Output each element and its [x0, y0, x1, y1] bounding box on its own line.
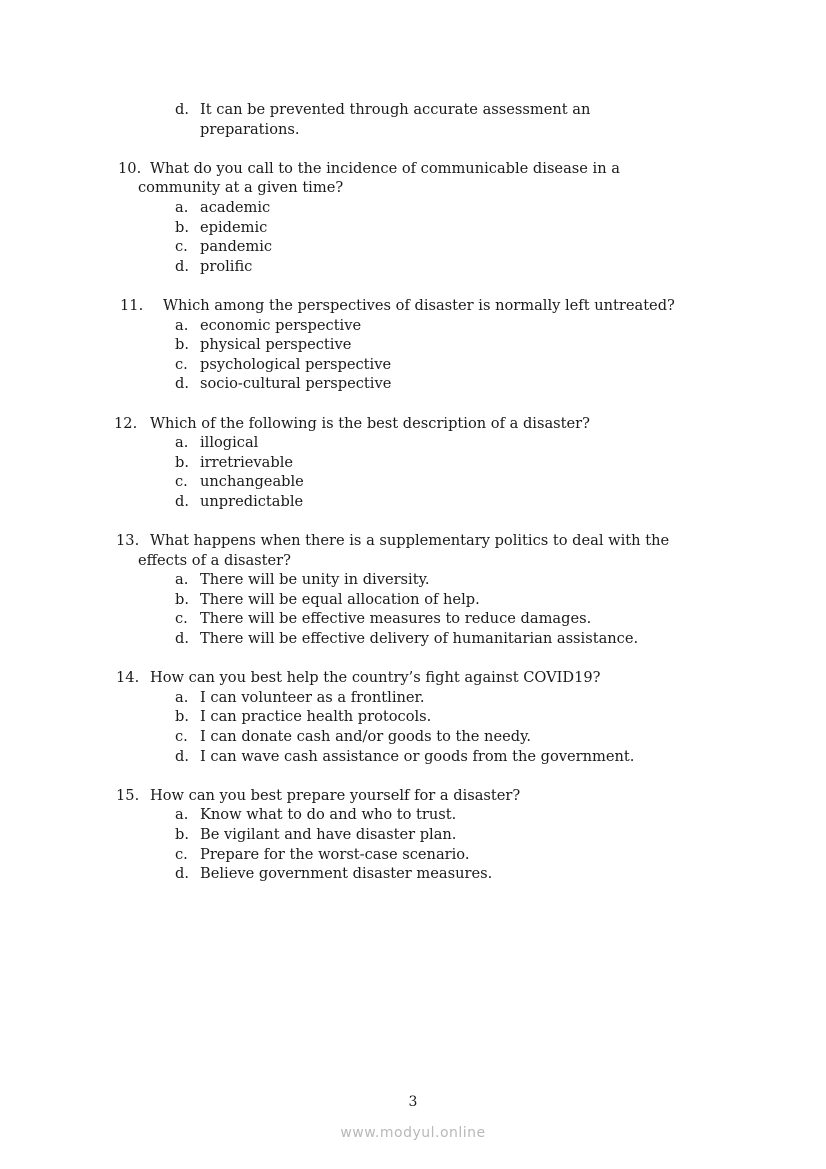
answer-option	[0, 825, 826, 845]
option-text: academic	[200, 198, 271, 216]
answer-option	[0, 727, 826, 747]
question-text: Which among the perspectives of disaster is normally left untreated?	[163, 296, 675, 314]
answer-option	[0, 472, 826, 492]
question-text-continued: effects of a disaster?	[138, 551, 291, 569]
option-letter: a.	[175, 316, 189, 334]
answer-option	[0, 237, 826, 257]
option-letter: a.	[175, 434, 189, 452]
option-text: There will be equal allocation of help.	[200, 590, 480, 608]
option-letter: c.	[175, 728, 188, 745]
question-text: What happens when there is a supplementary politics to deal with the	[150, 532, 670, 550]
option-letter: d.	[175, 101, 189, 118]
question-item	[0, 668, 826, 766]
carryover-option	[0, 100, 826, 139]
question-line	[0, 159, 826, 179]
answer-option	[0, 218, 826, 238]
answer-option	[0, 492, 826, 512]
option-text: socio-cultural perspective	[200, 375, 392, 393]
option-text: economic perspective	[200, 316, 362, 334]
question-text: Which of the following is the best description of a disaster?	[150, 414, 590, 432]
question-item	[0, 531, 826, 649]
answer-option	[0, 570, 826, 590]
option-text: There will be effective delivery of humanitarian assistance.	[200, 630, 639, 648]
answer-option	[0, 688, 826, 708]
answer-option	[0, 590, 826, 610]
option-text: Prepare for the worst-case scenario.	[200, 845, 470, 863]
option-letter: b.	[175, 708, 189, 726]
question-number: 10.	[118, 159, 142, 177]
option-letter: d.	[175, 375, 189, 393]
option-text: I can volunteer as a frontliner.	[200, 688, 425, 706]
option-text: irretrievable	[200, 453, 293, 471]
option-letter: d.	[175, 630, 189, 648]
option-letter: c.	[175, 355, 188, 373]
answer-option	[0, 433, 826, 453]
option-line	[0, 100, 826, 120]
option-letter: c.	[175, 473, 188, 491]
question-number: 11.	[120, 296, 144, 314]
option-text: There will be unity in diversity.	[200, 571, 430, 589]
option-text: unchangeable	[200, 473, 304, 491]
question-text: How can you best help the country’s fight against COVID19?	[150, 669, 601, 687]
option-text: Believe government disaster measures.	[200, 865, 493, 883]
question-number: 15.	[116, 786, 140, 804]
option-text: It can be prevented through accurate assessment an	[200, 101, 591, 118]
question-number: 12.	[114, 414, 138, 432]
option-text: Be vigilant and have disaster plan.	[200, 825, 457, 843]
option-text: unpredictable	[200, 492, 304, 510]
option-letter: a.	[175, 688, 189, 706]
option-text: Know what to do and who to trust.	[200, 806, 457, 824]
option-text: prolific	[200, 257, 253, 275]
question-line	[0, 178, 826, 198]
question-line	[0, 668, 826, 688]
question-item	[0, 159, 826, 277]
question-line	[0, 786, 826, 806]
option-text: There will be effective measures to reduce damages.	[200, 610, 592, 628]
answer-option	[0, 845, 826, 865]
answer-option	[0, 257, 826, 277]
option-letter: a.	[175, 571, 189, 589]
answer-option	[0, 707, 826, 727]
question-item	[0, 414, 826, 512]
option-letter: d.	[175, 492, 189, 510]
option-letter: c.	[175, 610, 188, 628]
option-text: preparations.	[200, 120, 300, 138]
answer-option	[0, 629, 826, 649]
option-letter: b.	[175, 590, 189, 608]
answer-option	[0, 355, 826, 375]
option-text: pandemic	[200, 238, 273, 256]
option-text: I can donate cash and/or goods to the needy.	[200, 728, 532, 745]
option-text: psychological perspective	[200, 355, 392, 373]
question-number: 13.	[116, 532, 140, 550]
question-text-continued: community at a given time?	[138, 179, 344, 197]
option-line	[0, 120, 826, 140]
option-text: epidemic	[200, 218, 268, 236]
option-letter: b.	[175, 825, 189, 843]
question-line	[0, 296, 826, 316]
answer-option	[0, 864, 826, 884]
page-number: 3	[408, 1094, 418, 1110]
document-body	[0, 100, 826, 903]
question-line	[0, 414, 826, 434]
answer-option	[0, 335, 826, 355]
question-text: What do you call to the incidence of communicable disease in a	[150, 159, 620, 177]
option-text: physical perspective	[200, 336, 352, 354]
option-letter: d.	[175, 865, 189, 883]
watermark: www.modyul.online	[340, 1125, 486, 1141]
question-item	[0, 296, 826, 394]
answer-option	[0, 805, 826, 825]
option-text: I can practice health protocols.	[200, 708, 432, 726]
option-letter: a.	[175, 198, 189, 216]
option-letter: d.	[175, 257, 189, 275]
option-text: illogical	[200, 434, 259, 452]
answer-option	[0, 747, 826, 767]
question-number: 14.	[116, 669, 140, 687]
option-letter: c.	[175, 238, 188, 256]
answer-option	[0, 453, 826, 473]
option-letter: a.	[175, 806, 189, 824]
answer-option	[0, 374, 826, 394]
option-letter: d.	[175, 747, 189, 765]
option-letter: c.	[175, 845, 188, 863]
option-letter: b.	[175, 218, 189, 236]
option-letter: b.	[175, 453, 189, 471]
option-letter: b.	[175, 336, 189, 354]
question-text: How can you best prepare yourself for a disaster?	[150, 786, 521, 804]
option-text: I can wave cash assistance or goods from the government.	[200, 747, 635, 765]
answer-option	[0, 316, 826, 336]
question-item	[0, 786, 826, 884]
answer-option	[0, 609, 826, 629]
question-line	[0, 531, 826, 551]
answer-option	[0, 198, 826, 218]
question-line	[0, 551, 826, 571]
